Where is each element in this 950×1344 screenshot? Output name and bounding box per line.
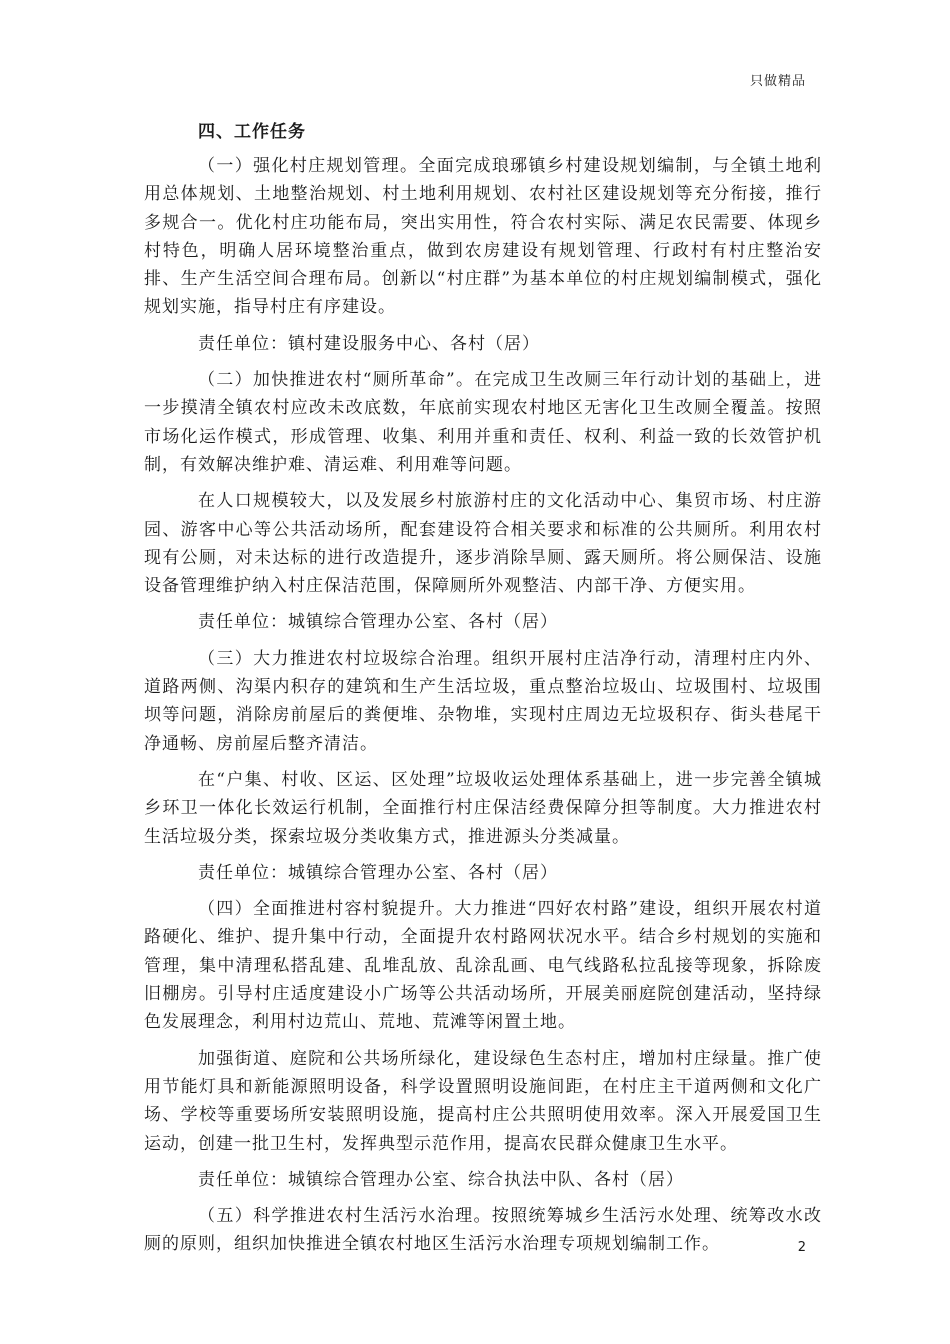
section-heading: 四、工作任务 — [198, 122, 306, 142]
task-3-paragraph: （三）大力推进农村垃圾综合治理。组织开展村庄洁净行动，清理村庄内外、道路两侧、沟渠内积存的建筑和生产生活垃圾，重点整治垃圾山、垃圾围村、垃圾围坝等问题，消除房前屋后的粪便堆、杂物堆，实现村庄周边无垃圾积存、街头巷尾干净通畅、房前屋后整齐清洁。 — [144, 648, 822, 754]
page-number: 2 — [797, 1240, 806, 1255]
task-2-paragraph: （二）加快推进农村“厕所革命”。在完成卫生改厕三年行动计划的基础上，进一步摸清全镇农村应改未改底数，年底前实现农村地区无害化卫生改厕全覆盖。按照市场化运作模式，形成管理、收集、利用并重和责任、权利、利益一致的长效管护机制，有效解决维护难、清运难、利用难等问题。 — [144, 370, 822, 475]
header-mark: 只做精品 — [749, 74, 806, 89]
task-4-paragraph: （四）全面推进村容村貌提升。大力推进“四好农村路”建设，组织开展农村道路硬化、维护、提升集中行动，全面提升农村路网状况水平。结合乡村规划的实施和管理，集中清理私搭乱建、乱堆乱放、乱涂乱画、电气线路私拉乱接等现象，拆除废旧棚房。引导村庄适度建设小广场等公共活动场所，开展美丽庭院创建活动，坚持绿色发展理念，利用村边荒山、荒地、荒滩等闲置土地。 — [144, 899, 822, 1033]
task-2-responsible-unit: 责任单位：城镇综合管理办公室、各村（居） — [198, 612, 558, 633]
task-1-responsible-unit: 责任单位：镇村建设服务中心、各村（居） — [198, 333, 540, 354]
task-2-paragraph-2: 在人口规模较大，以及发展乡村旅游村庄的文化活动中心、集贸市场、村庄游园、游客中心等公共活动场所，配套建设符合相关要求和标准的公共厕所。利用农村现有公厕，对未达标的进行改造提升，逐步消除旱厕、露天厕所。将公厕保洁、设施设备管理维护纳入村庄保洁范围，保障厕所外观整洁、内部干净、方便实用。 — [144, 491, 822, 597]
task-4-paragraph-2: 加强街道、庭院和公共场所绿化，建设绿色生态村庄，增加村庄绿量。推广使用节能灯具和新能源照明设备，科学设置照明设施间距，在村庄主干道两侧和文化广场、学校等重要场所安装照明设施，提高村庄公共照明使用效率。深入开展爱国卫生运动，创建一批卫生村，发挥典型示范作用，提高农民群众健康卫生水平。 — [144, 1048, 822, 1154]
task-4-responsible-unit: 责任单位：城镇综合管理办公室、综合执法中队、各村（居） — [198, 1169, 684, 1190]
task-5-paragraph: （五）科学推进农村生活污水治理。按照统筹城乡生活污水处理、统筹改水改厕的原则，组织加快推进全镇农村地区生活污水治理专项规划编制工作。 — [144, 1206, 822, 1255]
task-3-paragraph-2: 在“户集、村收、区运、区处理”垃圾收运处理体系基础上，进一步完善全镇城乡环卫一体化长效运行机制，全面推行村庄保洁经费保障分担等制度。大力推进农村生活垃圾分类，探索垃圾分类收集方式，推进源头分类减量。 — [144, 769, 822, 847]
document-body — [144, 118, 822, 1267]
task-1-paragraph: （一）强化村庄规划管理。全面完成琅琊镇乡村建设规划编制，与全镇土地利用总体规划、土地整治规划、村土地利用规划、农村社区建设规划等充分衔接，推行多规合一。优化村庄功能布局，突出实用性，符合农村实际、满足农民需要、体现乡村特色，明确人居环境整治重点，做到农房建设有规划管理、行政村有村庄整治安排、生产生活空间合理布局。创新以“村庄群”为基本单位的村庄规划编制模式，强化规划实施，指导村庄有序建设。 — [144, 156, 822, 318]
task-3-responsible-unit: 责任单位：城镇综合管理办公室、各村（居） — [198, 862, 558, 883]
